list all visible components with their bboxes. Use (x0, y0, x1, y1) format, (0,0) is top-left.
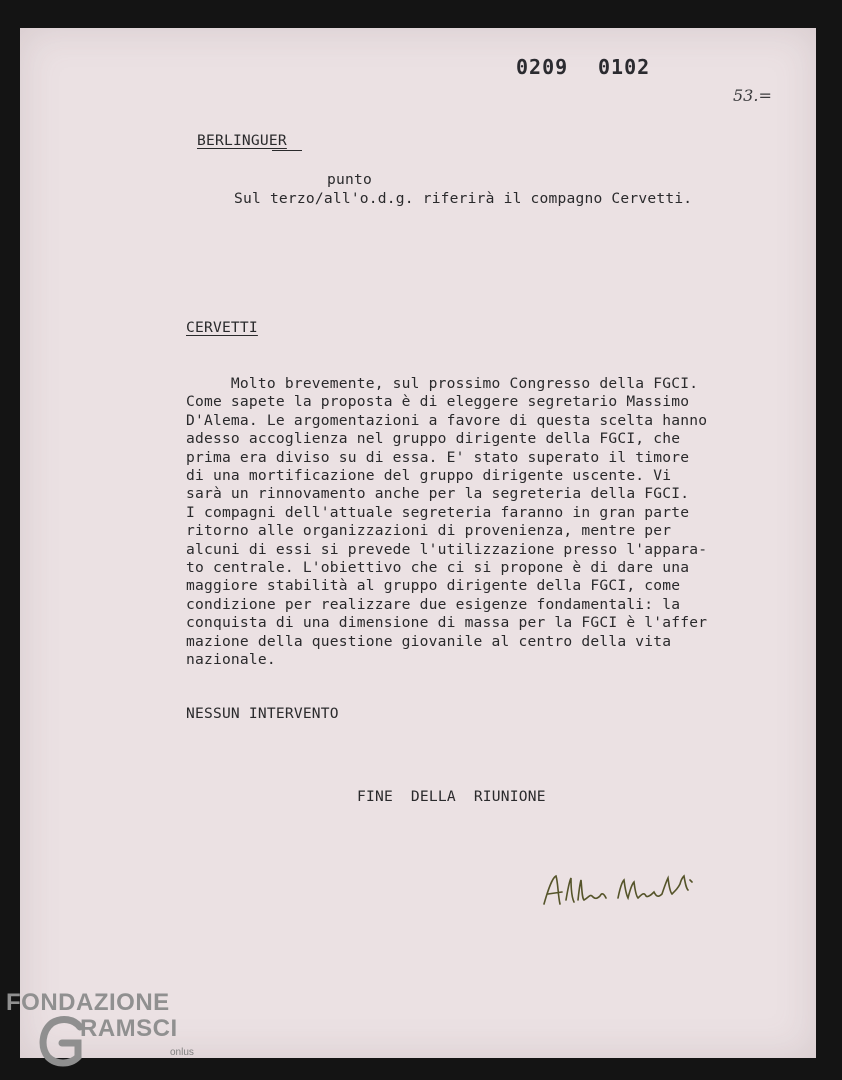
fondazione-gramsci-watermark (0, 985, 220, 1080)
cervetti-line: mazione della questione giovanile al centro della vita (186, 632, 672, 650)
handwritten-insert-punto: punto (327, 171, 372, 188)
speaker-berlinguer: BERLINGUER (197, 132, 287, 149)
cervetti-line: D'Alema. Le argomentazioni a favore di questa scelta hanno (186, 411, 708, 429)
no-intervention: NESSUN INTERVENTO (186, 705, 339, 722)
signature (540, 870, 705, 918)
cervetti-line: sarà un rinnovamento anche per la segreteria della FGCI. (186, 485, 690, 503)
underline-extension (272, 150, 302, 151)
cervetti-line: conquista di una dimensione di massa per la FGCI è l'affer (186, 614, 708, 632)
page-number: 53.= (733, 86, 772, 105)
cervetti-line: ritorno alle organizzazioni di provenienza, mentre per (186, 522, 672, 540)
watermark-onlus: onlus (170, 1047, 194, 1058)
cervetti-line: nazionale. (186, 651, 276, 669)
cervetti-line: Molto brevemente, sul prossimo Congresso della FGCI. (186, 375, 699, 392)
cervetti-line: Come sapete la proposta è di eleggere segretario Massimo (186, 393, 690, 411)
end-of-meeting: FINE DELLA RIUNIONE (357, 788, 546, 805)
cervetti-statement (186, 375, 707, 670)
cervetti-line: to centrale. L'obiettivo che ci si propone è di dare una (186, 559, 690, 577)
cervetti-line: I compagni dell'attuale segreteria faranno in gran parte (186, 503, 690, 521)
berlinguer-statement: Sul terzo/all'o.d.g. riferirà il compagno Cervetti. (234, 190, 693, 207)
archive-number-left: 0209 (516, 55, 569, 79)
cervetti-line: maggiore stabilità al gruppo dirigente della FGCI, come (186, 577, 681, 595)
cervetti-line: di una mortificazione del gruppo dirigente uscente. Vi (186, 467, 672, 485)
cervetti-line: condizione per realizzare due esigenze fondamentali: la (186, 595, 681, 613)
watermark-line1: FONDAZIONE (6, 989, 170, 1016)
cervetti-line: adesso accoglienza nel gruppo dirigente della FGCI, che (186, 430, 681, 448)
cervetti-line: alcuni di essi si prevede l'utilizzazione presso l'appara- (186, 540, 708, 558)
cervetti-line: prima era diviso su di essa. E' stato superato il timore (186, 448, 690, 466)
archive-number-right: 0102 (598, 55, 651, 79)
speaker-cervetti: CERVETTI (186, 319, 258, 336)
watermark-line2: RAMSCI (80, 1015, 178, 1042)
